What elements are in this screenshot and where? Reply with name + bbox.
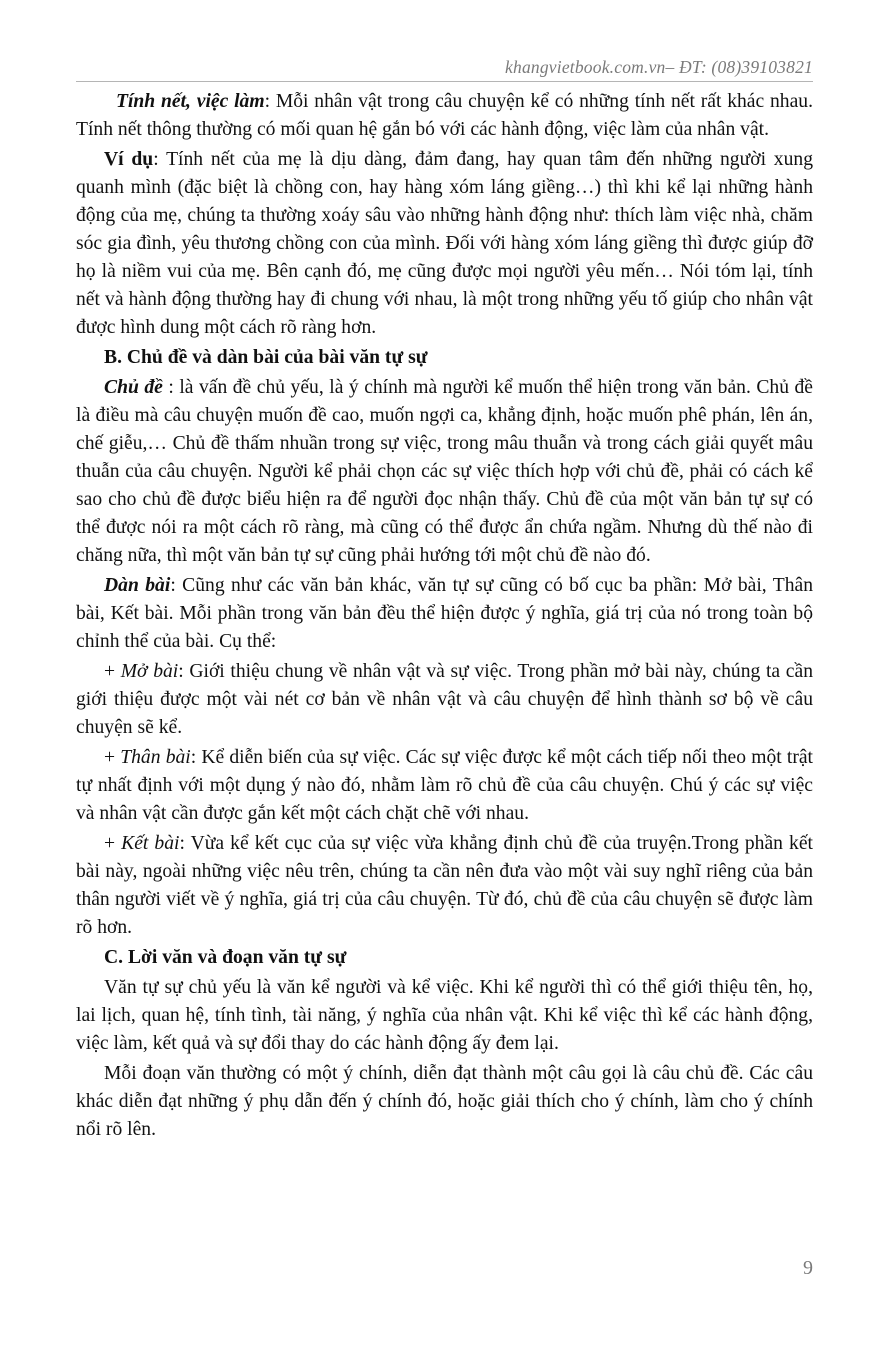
paragraph-example	[76, 146, 813, 342]
term-example: Ví dụ	[104, 149, 154, 170]
conclusion-text: : Vừa kể kết cục của sự việc vừa khẳng định chủ đề của truyện.Trong phần kết bài này, ngoài những việc nêu trên, chúng ta cần nên đưa vào một vài suy nghĩ riêng của bản thân người viết về ý nghĩa, giá trị của câu chuyện. Từ đó, chủ đề của câu chuyện sẽ được làm rõ hơn.	[76, 833, 813, 938]
header-divider	[76, 81, 813, 82]
body-text: : Kể diễn biến của sự việc. Các sự việc được kể một cách tiếp nối theo một trật tự nhất định với một dụng ý nào đó, nhằm làm rõ chủ đề của câu chuyện. Chú ý các sự việc và nhân vật cần được gắn kết một cách chặt chẽ với nhau.	[76, 747, 813, 824]
outline-text: : Cũng như các văn bản khác, văn tự sự cũng có bố cục ba phần: Mở bài, Thân bài, Kết bài. Mỗi phần trong văn bản đều thể hiện được ý nghĩa, giá trị của nó trong toàn bộ chỉnh thể của bài. Cụ thể:	[76, 575, 814, 652]
page-number: 9	[803, 1257, 813, 1279]
example-text: : Tính nết của mẹ là dịu dàng, đảm đang, hay quan tâm đến những người xung quanh mình (đặc biệt là chồng con, hay hàng xóm láng giềng…) thì khi kể lại những hành động của mẹ, chúng ta thường xoáy sâu vào những hành động như: thích làm việc nhà, chăm sóc gia đình, yêu thương chồng con của mình. Đối với hàng xóm láng giềng thì được giúp đỡ họ là niềm vui của mẹ. Bên cạnh đó, mẹ cũng được mọi người yêu mến… Nói tóm lại, tính nết và hành động thường hay đi chung với nhau, là một trong những yếu tố giúp cho nhân vật được hình dung một cách rõ ràng hơn.	[76, 149, 813, 338]
term-character-traits: Tính nết, việc làm	[116, 91, 265, 112]
intro-text: : Giới thiệu chung về nhân vật và sự việc. Trong phần mở bài này, chúng ta cần giới thiệu được một vài nét cơ bản về nhân vật và câu chuyện để hình thành sơ bộ về câu chuyện sẽ kể.	[76, 661, 813, 738]
conclusion-prefix: +	[104, 833, 122, 854]
character-traits-text: : Mỗi nhân vật trong câu chuyện kể có những tính nết rất khác nhau. Tính nết thông thường có mối quan hệ gắn bó với các hành động, việc làm của nhân vật.	[76, 91, 813, 140]
topic-text: : là vấn đề chủ yếu, là ý chính mà người kể muốn thể hiện trong văn bản. Chủ đề là điều mà câu chuyện muốn đề cao, muốn ngợi ca, khẳng định, hoặc muốn phê phán, lên án, chế giễu,… Chủ đề thấm nhuần trong sự việc, trong mâu thuẫn và trong cách giải quyết mâu thuẫn của câu chuyện. Người kể phải chọn các sự việc thích hợp với chủ đề, phải có cách kể sao cho chủ đề được biểu hiện ra để người đọc nhận thấy. Chủ đề của một văn bản tự sự có thể được nói ra một cách rõ ràng, mà cũng có thể được ẩn chứa ngầm. Nhưng dù thế nào đi chăng nữa, thì một văn bản tự sự cũng phải hướng tới một chủ đề nào đó.	[76, 377, 814, 566]
paragraph-conclusion	[76, 830, 813, 942]
intro-prefix: +	[104, 661, 121, 682]
term-intro: Mở bài	[120, 661, 179, 682]
heading-section-b: B. Chủ đề và dàn bài của bài văn tự sự	[104, 347, 428, 368]
term-outline: Dàn bài	[104, 575, 171, 596]
paragraph-topic-sentence: Mỗi đoạn văn thường có một ý chính, diễn đạt thành một câu gọi là câu chủ đề. Các câu khác diễn đạt những ý phụ dẫn đến ý chính đó, hoặc giải thích cho ý chính, làm cho ý chính nổi rõ lên.	[76, 1063, 813, 1140]
page-content	[76, 88, 813, 1146]
heading-section-c: C. Lời văn và đoạn văn tự sự	[104, 947, 347, 968]
paragraph-body	[76, 744, 813, 828]
term-body: Thân bài	[120, 747, 191, 768]
paragraph-character-traits	[76, 88, 813, 144]
paragraph-topic	[76, 374, 813, 570]
body-prefix: +	[104, 747, 121, 768]
paragraph-narrative-language: Văn tự sự chủ yếu là văn kể người và kể việc. Khi kể người thì có thể giới thiệu tên, họ, lai lịch, quan hệ, tính tình, tài năng, ý nghĩa của nhân vật. Khi kể việc thì kể các hành động, việc làm, kết quả và sự đổi thay do các hành động ấy đem lại.	[76, 977, 813, 1054]
term-conclusion: Kết bài	[121, 833, 180, 854]
paragraph-intro	[76, 658, 813, 742]
term-topic: Chủ đề	[104, 377, 163, 398]
paragraph-outline	[76, 572, 813, 656]
page-header: khangvietbook.com.vn– ĐT: (08)39103821	[505, 57, 813, 77]
